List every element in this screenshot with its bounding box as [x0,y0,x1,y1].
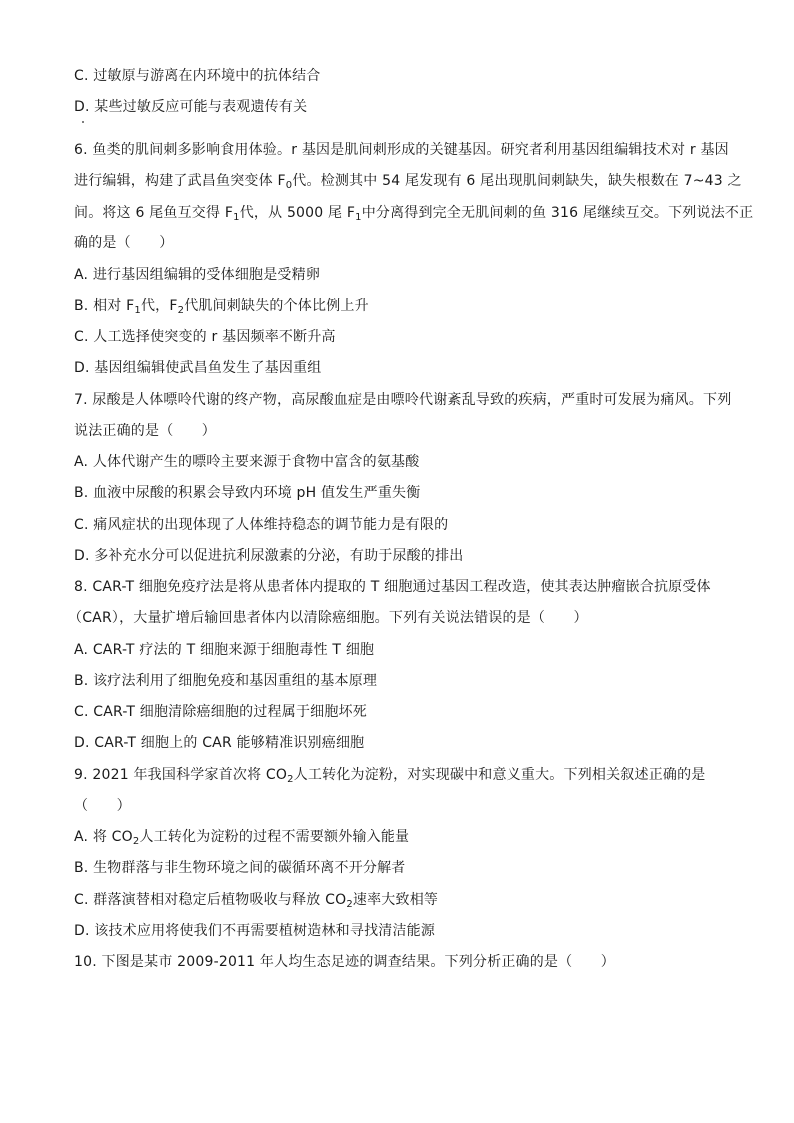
q8-option-c: C. CAR-T 细胞清除癌细胞的过程属于细胞坏死 [74,704,367,720]
q7-option-b: B. 血液中尿酸的积累会导致内环境 pH 值发生严重失衡 [74,485,421,501]
q9-stem-line2: （ ） [74,798,131,814]
q6-option-c: C. 人工选择使突变的 r 基因频率不断升高 [74,329,336,345]
q6-option-b: B. 相对 $F_1$代，$F_2$代肌间刺缺失的个体比例上升 [74,298,369,316]
q7-stem-line2: 说法正确的是（ ） [74,423,216,439]
q6-stem-line2: 进行编辑，构建了武昌鱼突变体 $F_0$代。检测其中 54 尾发现有 6 尾出现肌间刺缺失，缺失根数在 7~43 之 [74,173,742,191]
q9-option-a: A. 将 $CO_2$人工转化为淀粉的过程不需要额外输入能量 [74,829,410,847]
q6-stem-line4: 确的是（ ） [74,235,174,251]
q5-option-d: D. 某些过敏反应可能与表观遗传有关 [74,99,308,115]
q9-option-b: B. 生物群落与非生物环境之间的碳循环离不开分解者 [74,860,406,876]
q5-option-c: C. 过敏原与游离在内环境中的抗体结合 [74,68,321,84]
q6-stem-line1: 6. 鱼类的肌间刺多影响食用体验。r 基因是肌间刺形成的关键基因。研究者利用基因组编辑技术对 r 基因 [74,142,729,158]
q8-stem-line1: 8. CAR-T 细胞免疫疗法是将从患者体内提取的 T 细胞通过基因工程改造，使其表达肿瘤嵌合抗原受体 [74,579,711,595]
q8-option-b: B. 该疗法利用了细胞免疫和基因重组的基本原理 [74,673,378,689]
q9-option-c: C. 群落演替相对稳定后植物吸收与释放 $CO_2$速率大致相等 [74,892,439,910]
q10-stem: 10. 下图是某市 2009-2011 年人均生态足迹的调查结果。下列分析正确的是（ ） [74,954,615,970]
stray-mark [82,121,84,123]
q6-stem-line3: 间。将这 6 尾鱼互交得 $F_1$代，从 5000 尾 $F_1$中分离得到完全无肌间刺的鱼 316 尾继续互交。下列说法不正 [74,205,754,223]
q7-option-d: D. 多补充水分可以促进抗利尿激素的分泌，有助于尿酸的排出 [74,548,464,564]
q6-option-d: D. 基因组编辑使武昌鱼发生了基因重组 [74,360,322,376]
q9-stem-line1: 9. 2021 年我国科学家首次将 $CO_2$人工转化为淀粉，对实现碳中和意义重大。下列相关叙述正确的是 [74,767,706,785]
q8-option-a: A. CAR-T 疗法的 T 细胞来源于细胞毒性 T 细胞 [74,642,375,658]
q7-option-c: C. 痛风症状的出现体现了人体维持稳态的调节能力是有限的 [74,517,449,533]
q6-option-a: A. 进行基因组编辑的受体细胞是受精卵 [74,267,321,283]
q7-stem-line1: 7. 尿酸是人体嘌呤代谢的终产物，高尿酸血症是由嘌呤代谢紊乱导致的疾病，严重时可发展为痛风。下列 [74,392,732,408]
q9-option-d: D. 该技术应用将使我们不再需要植树造林和寻找清洁能源 [74,923,436,939]
q7-option-a: A. 人体代谢产生的嘌呤主要来源于食物中富含的氨基酸 [74,454,420,470]
q8-stem-line2: （CAR），大量扩增后输回患者体内以清除癌细胞。下列有关说法错误的是（ ） [68,610,588,626]
q8-option-d: D. CAR-T 细胞上的 CAR 能够精准识别癌细胞 [74,735,365,751]
